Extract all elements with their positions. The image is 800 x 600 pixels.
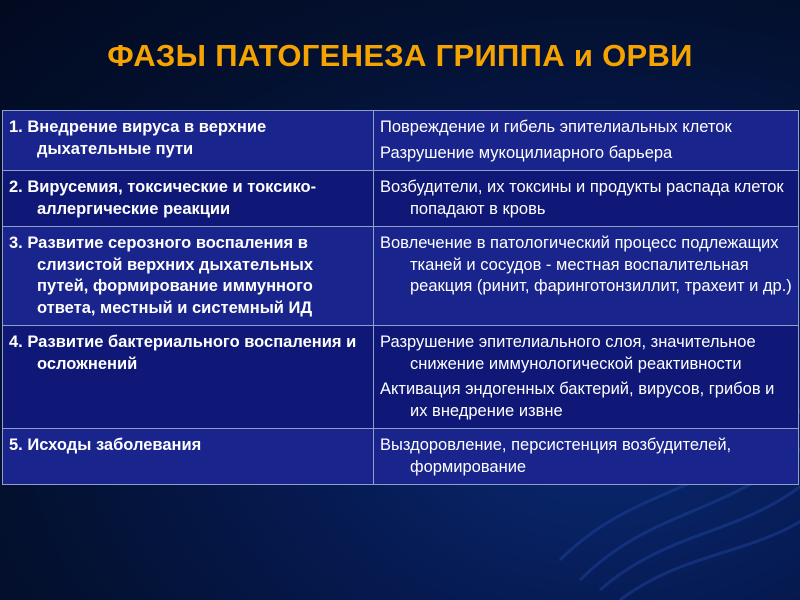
table-row [3,227,799,326]
phase-cell [3,111,374,171]
effect-text: Вовлечение в патологический процесс подлежащих тканей и сосудов - местная воспалительная реакция (ринит, фаринготонзиллит, трахеит и др.) [380,234,792,295]
table-row [3,171,799,227]
effect-text: Активация эндогенных бактерий, вирусов, грибов и их внедрение извне [380,380,775,420]
effect-text: Возбудители, их токсины и продукты распада клеток попадают в кровь [380,178,784,218]
effects-cell [374,171,799,227]
phase-cell [3,429,374,485]
pathogenesis-table [2,110,799,485]
effect-text: Выздоровление, персистенция возбудителей, формирование [380,436,732,476]
table-row [3,111,799,171]
effects-cell [374,429,799,485]
effects-cell [374,111,799,171]
effect-text: Разрушение эпителиального слоя, значительное снижение иммунологической реактивности [380,333,756,373]
effect-text: Разрушение мукоцилиарного барьера [380,143,673,162]
phase-text: 1. Внедрение вируса в верхние дыхательные пути [9,118,267,158]
table-row [3,326,799,429]
table-row [3,429,799,485]
effects-cell [374,227,799,326]
phase-cell [3,227,374,326]
phase-text: 3. Развитие серозного воспаления в слизистой верхних дыхательных путей, формирование иммунного ответа, местный и системный ИД [9,234,314,317]
pathogenesis-table-container [2,110,798,485]
effect-text: Повреждение и гибель эпителиальных клеток [380,118,732,136]
effects-cell [374,326,799,429]
phase-text: 4. Развитие бактериального воспаления и осложнений [9,333,357,373]
phase-cell [3,171,374,227]
phase-text: 2. Вирусемия, токсические и токсико-аллергические реакции [9,178,317,218]
slide-title: ФАЗЫ ПАТОГЕНЕЗА ГРИППА и ОРВИ [107,38,693,73]
phase-cell [3,326,374,429]
phase-text: 5. Исходы заболевания [9,436,202,454]
